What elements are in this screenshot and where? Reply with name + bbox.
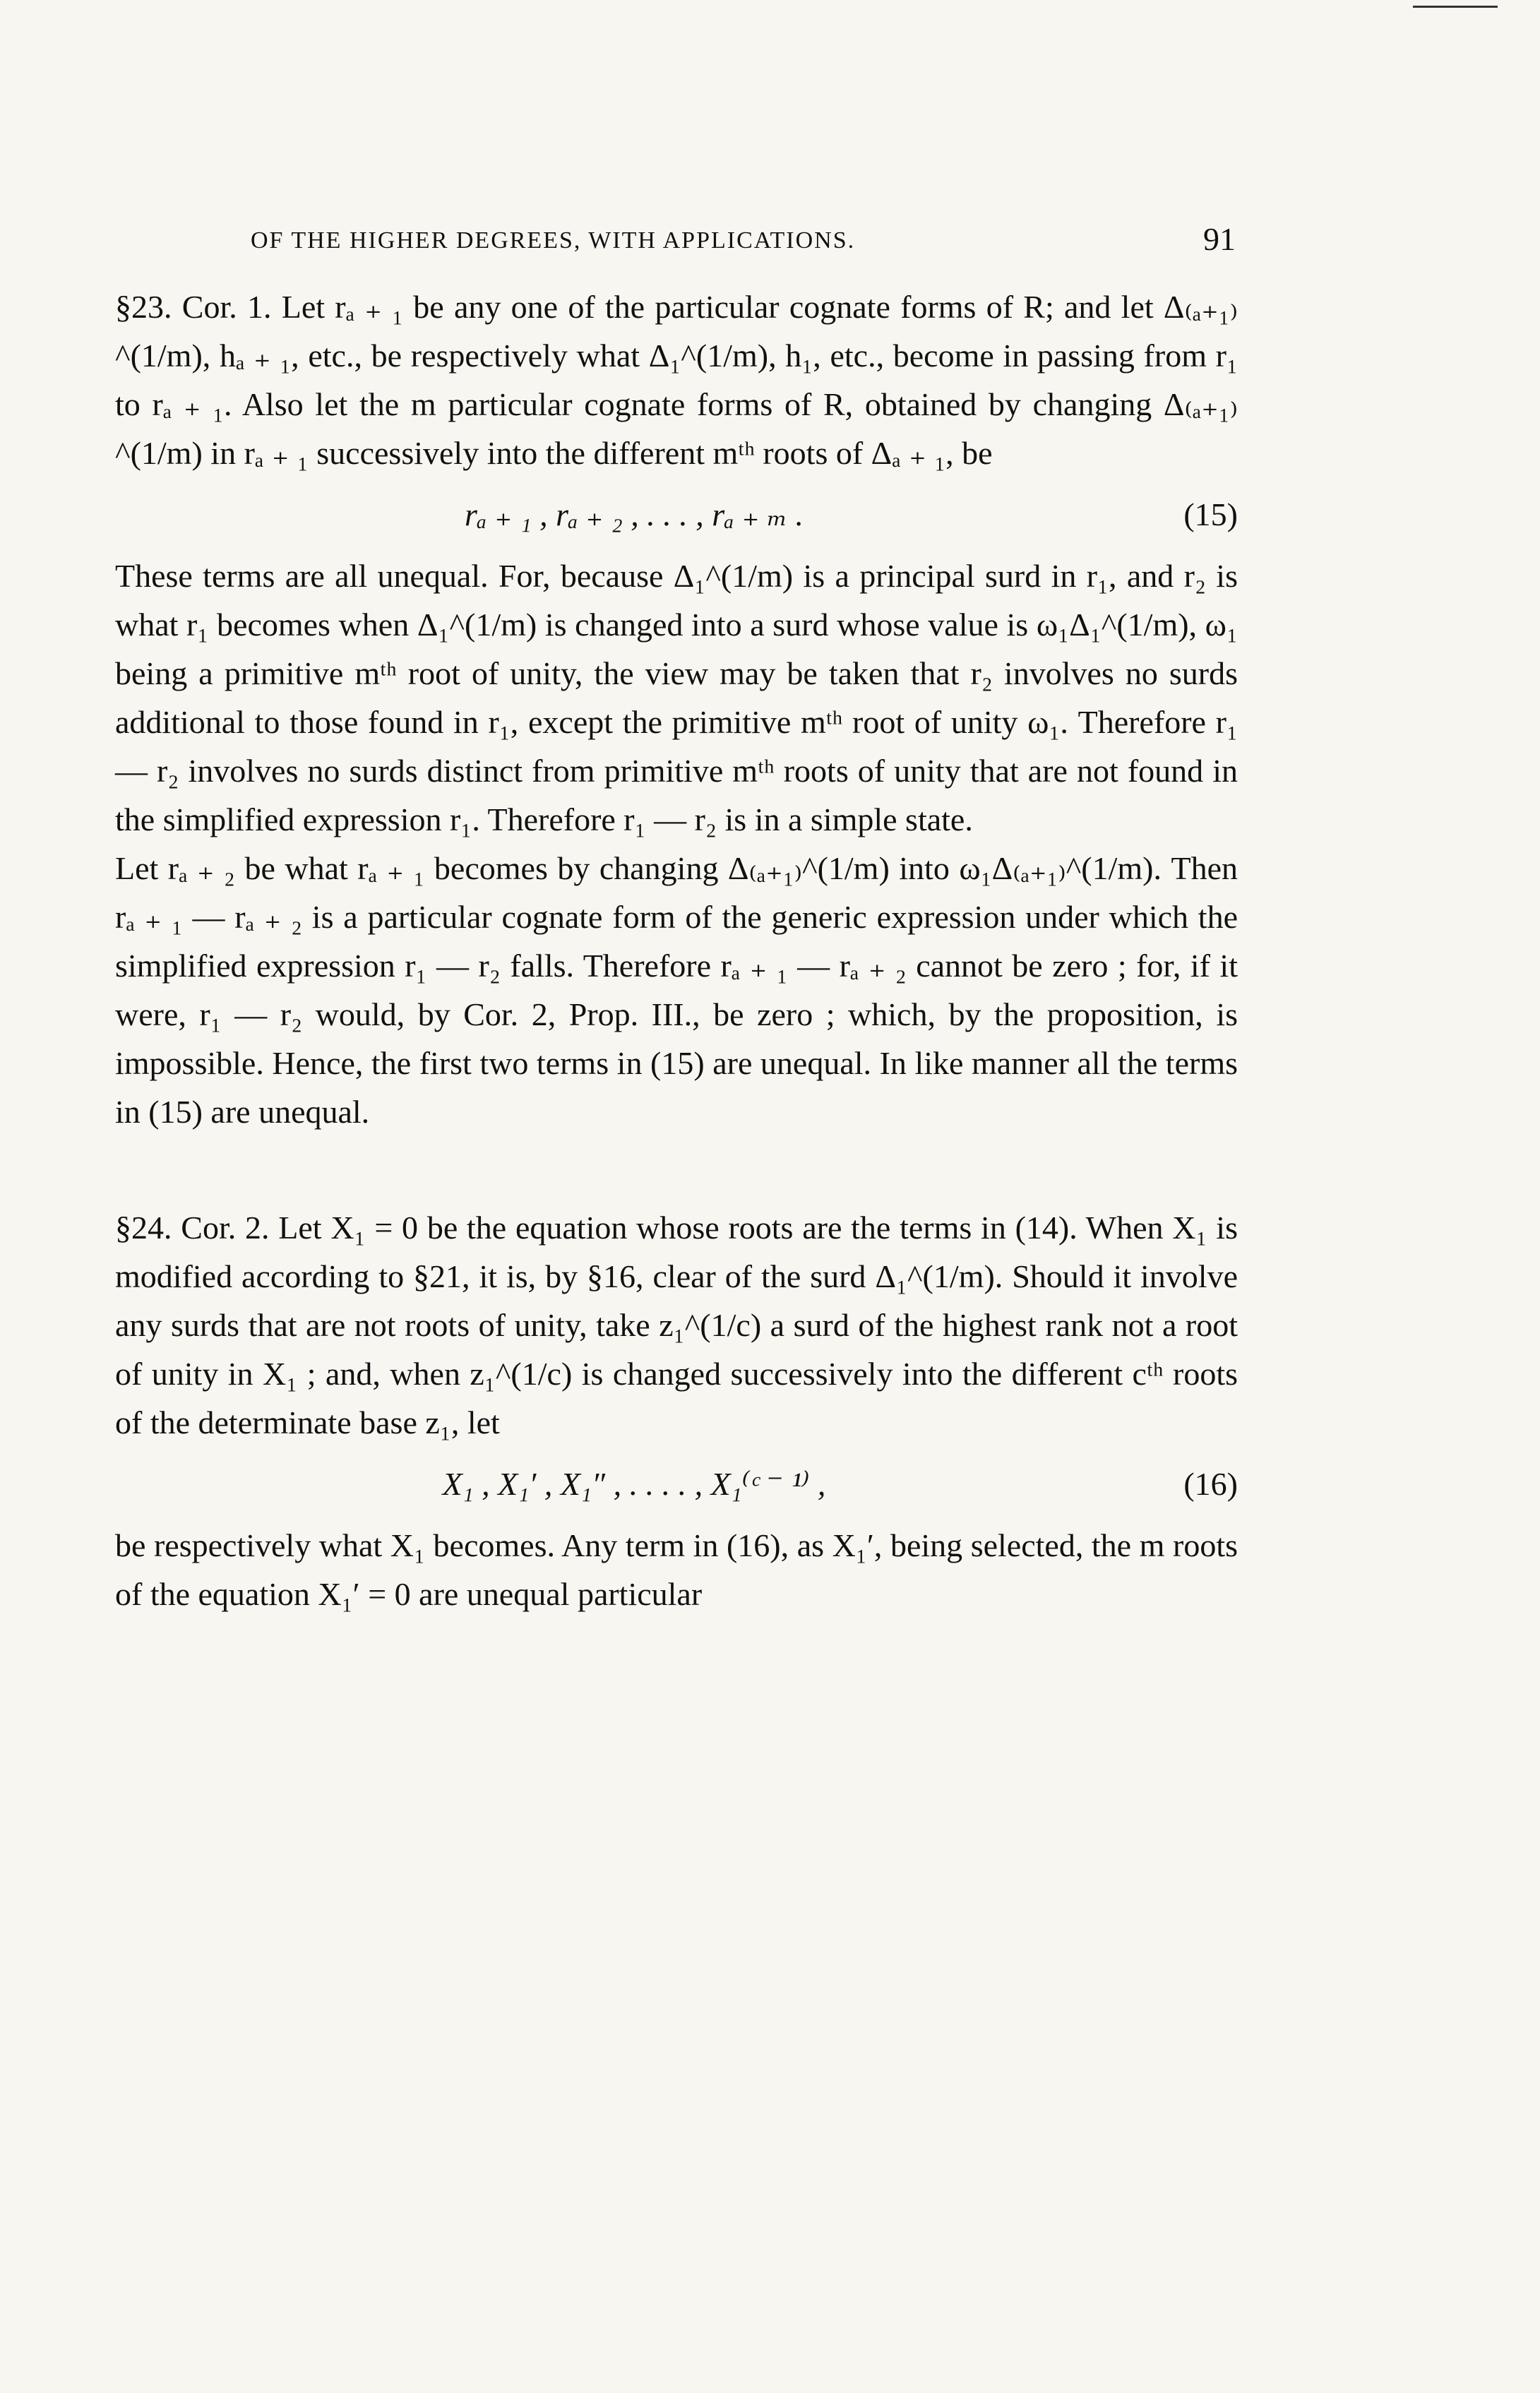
equation-16-expression: X₁ , X₁′ , X₁″ , . . . . , X₁⁽ᶜ ⁻ ¹⁾ , <box>442 1466 826 1502</box>
equation-15-number: (15) <box>1183 496 1238 532</box>
paragraph-unequal-terms: These terms are all unequal. For, because Δ₁^(1/m) is a principal surd in r₁, and r₂ is what r₁ becomes when Δ₁^(1/m) is changed into a surd whose value is ω₁Δ₁^(1/m), ω₁ being a primitive mᵗʰ root of unity, the view may be taken that r₂ involves no surds additional to those found in r₁, except the primitive mᵗʰ root of unity ω₁. Therefore r₁ — r₂ involves no surds distinct from primitive mᵗʰ roots of unity that are not found in the simplified expression r₁. Therefore r₁ — r₂ is in a simple state. <box>115 558 1238 837</box>
equation-16 <box>115 1460 1238 1508</box>
paragraph-cor-1: §23. Cor. 1. Let rₐ ₊ ₁ be any one of the particular cognate forms of R; and let Δ₍ₐ₊₁₎^(1/m), hₐ ₊ ₁, etc., be respectively what Δ₁^(1/m), h₁, etc., become in passing from r₁ to rₐ ₊ ₁. Also let the m particular cognate forms of R, obtained by changing Δ₍ₐ₊₁₎^(1/m) in rₐ ₊ ₁ successively into the different mᵗʰ roots of Δₐ ₊ ₁, be <box>115 289 1238 471</box>
paragraph-let-r-a2: Let rₐ ₊ ₂ be what rₐ ₊ ₁ becomes by changing Δ₍ₐ₊₁₎^(1/m) into ω₁Δ₍ₐ₊₁₎^(1/m). Then rₐ ₊ ₁ — rₐ ₊ ₂ is a particular cognate form of the generic expression under which the simplified expression r₁ — r₂ falls. Therefore rₐ ₊ ₁ — rₐ ₊ ₂ cannot be zero ; for, if it were, r₁ — r₂ would, by Cor. 2, Prop. III., be zero ; which, by the proposition, is impossible. Hence, the first two terms in (15) are unequal. In like manner all the terms in (15) are unequal. <box>115 850 1238 1130</box>
equation-15-expression: rₐ ₊ ₁ , rₐ ₊ ₂ , . . . , rₐ ₊ ₘ . <box>464 496 804 532</box>
paragraph-respectively: be respectively what X₁ becomes. Any term in (16), as X₁′, being selected, the m roots of the equation X₁′ = 0 are unequal particular <box>115 1527 1238 1612</box>
page-number: 91 <box>1203 221 1236 257</box>
running-header <box>251 221 1236 257</box>
running-title: OF THE HIGHER DEGREES, WITH APPLICATIONS. <box>251 227 856 253</box>
paragraph-cor-2: §24. Cor. 2. Let X₁ = 0 be the equation whose roots are the terms in (14). When X₁ is modified according to §21, it is, by §16, clear of the surd Δ₁^(1/m). Should it involve any surds that are not roots of unity, take z₁^(1/c) a surd of the highest rank not a root of unity in X₁ ; and, when z₁^(1/c) is changed successively into the different cᵗʰ roots of the determinate base z₁, let <box>115 1210 1238 1440</box>
equation-15 <box>115 490 1238 539</box>
corner-rule <box>1413 6 1498 8</box>
equation-16-number: (16) <box>1183 1466 1238 1502</box>
page-body <box>115 282 1238 1618</box>
